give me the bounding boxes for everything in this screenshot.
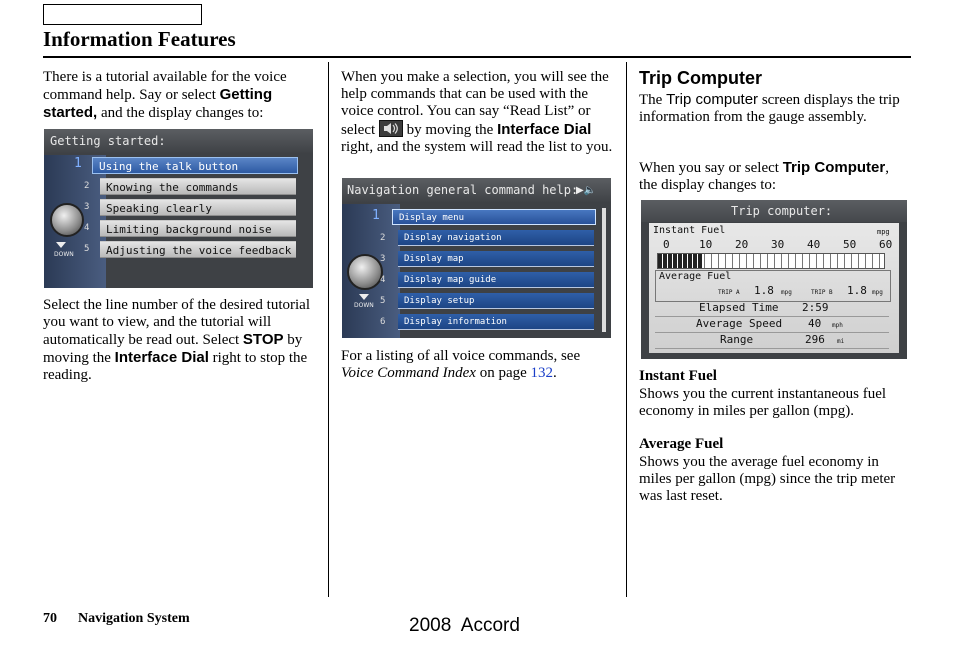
menu-item-number: 3 [380,254,386,264]
trip-b-value: 1.8 [847,284,867,297]
header-rule [43,56,911,58]
model-label: 2008 Accord [409,615,520,636]
getting-started-screen [44,129,313,288]
interface-dial-icon [50,203,84,237]
trip-b-label: TRIP B [811,289,833,296]
menu-item-number: 6 [380,317,386,327]
trip-b-unit: mpg [872,289,883,296]
instant-fuel-description: Shows you the current instantaneous fuel economy in miles per gallon (mpg). [639,386,887,419]
average-fuel-heading: Average Fuel [639,436,724,452]
help-item-4[interactable]: Display map guide [398,272,594,288]
instant-fuel-label: Instant Fuel [653,225,726,236]
instant-fuel-fill [658,254,703,268]
section-name: Navigation System [78,611,190,626]
elapsed-time-label: Elapsed Time [699,301,779,314]
instant-fuel-bar [657,253,885,269]
range-label: Range [720,333,754,346]
instant-unit: mpg [877,228,890,236]
row-divider [655,348,889,349]
average-speed-label: Average Speed [696,317,783,330]
instant-fuel-heading: Instant Fuel [639,368,717,384]
scale-tick-label: 40 [807,238,821,251]
help-item-5[interactable]: Display setup [398,293,594,309]
average-fuel-label: Average Fuel [659,271,732,282]
menu-item-number: 3 [84,202,90,212]
scale-tick-label: 0 [663,238,670,251]
interface-dial-icon [347,254,386,290]
col2-listing-paragraph: For a listing of all voice commands, see Voice Command Index on page 132. [341,348,581,381]
scale-tick-label: 60 [879,238,893,251]
trip-computer-screen [641,200,907,359]
help-item-2[interactable]: Display navigation [398,230,594,246]
header-tab-box [43,4,202,25]
menu-item-number: 1 [372,208,380,223]
help-item-6[interactable]: Display information [398,314,594,330]
range-unit: mi [837,338,845,345]
scale-tick-label: 10 [699,238,713,251]
menu-item-1[interactable]: Using the talk button [92,157,298,174]
trip-a-label: TRIP A [718,289,740,296]
menu-item-number: 1 [74,156,82,171]
menu-item-number: 2 [84,181,90,191]
average-fuel-description: Shows you the average fuel economy in miles per gallon (mpg) since the trip meter was last reset. [639,454,896,504]
col2-selection-paragraph: When you make a selection, you will see the help commands that can be used with the voice control. You can say “Read List” or select by moving the Interface Dial right, and the system will read the list to you. [341,69,613,155]
average-speed-value: 40 [808,317,822,330]
down-label: DOWN [54,251,74,258]
menu-item-number: 5 [84,244,90,254]
help-item-3[interactable]: Display map [398,251,594,267]
elapsed-time-value: 2:59 [802,301,829,314]
column-divider-2 [626,62,627,597]
play-speaker-icon: ▶🔈 [576,185,597,196]
down-label: DOWN [354,302,374,309]
page-title: Information Features [43,27,236,51]
menu-item-number: 4 [380,275,386,285]
trip-a-value: 1.8 [754,284,774,297]
scrollbar [602,208,606,332]
range-value: 296 [805,333,825,346]
screen-title: Getting started: [50,134,166,148]
col3-intro-paragraph: The Trip computer screen displays the trip information from the gauge assembly. [639,91,900,125]
scale-tick-label: 50 [843,238,857,251]
down-arrow-icon [56,242,66,248]
screen-title: Navigation general command help: [347,183,579,197]
menu-item-5[interactable]: Adjusting the voice feedback [100,241,296,258]
screen-title: Trip computer: [731,204,833,218]
menu-item-number: 2 [380,233,386,243]
col1-select-paragraph: Select the line number of the desired tutorial you want to view, and the tutorial will automatically be read out. Select STOP by moving the Interface Dial right to stop the reading. [43,297,310,383]
help-item-1[interactable]: Display menu [392,209,596,225]
menu-item-number: 5 [380,296,386,306]
menu-item-3[interactable]: Speaking clearly [100,199,296,216]
menu-item-4[interactable]: Limiting background noise [100,220,296,237]
menu-item-2[interactable]: Knowing the commands [100,178,296,195]
row-divider [655,332,889,333]
trip-a-unit: mpg [781,289,792,296]
col3-select-paragraph: When you say or select Trip Computer, the display changes to: [639,159,889,193]
menu-item-number: 4 [84,223,90,233]
command-help-screen [342,178,611,338]
column-divider-1 [328,62,329,597]
average-speed-unit: mph [832,322,843,329]
scale-tick-label: 20 [735,238,749,251]
col1-intro-paragraph: There is a tutorial available for the voice command help. Say or select Getting started, and the display changes to: [43,69,287,121]
page-number: 70 [43,611,57,626]
trip-computer-heading: Trip Computer [639,68,763,88]
speaker-icon [379,120,403,137]
down-arrow-icon [359,294,369,300]
page-link[interactable]: 132 [530,365,554,381]
scale-tick-label: 30 [771,238,785,251]
